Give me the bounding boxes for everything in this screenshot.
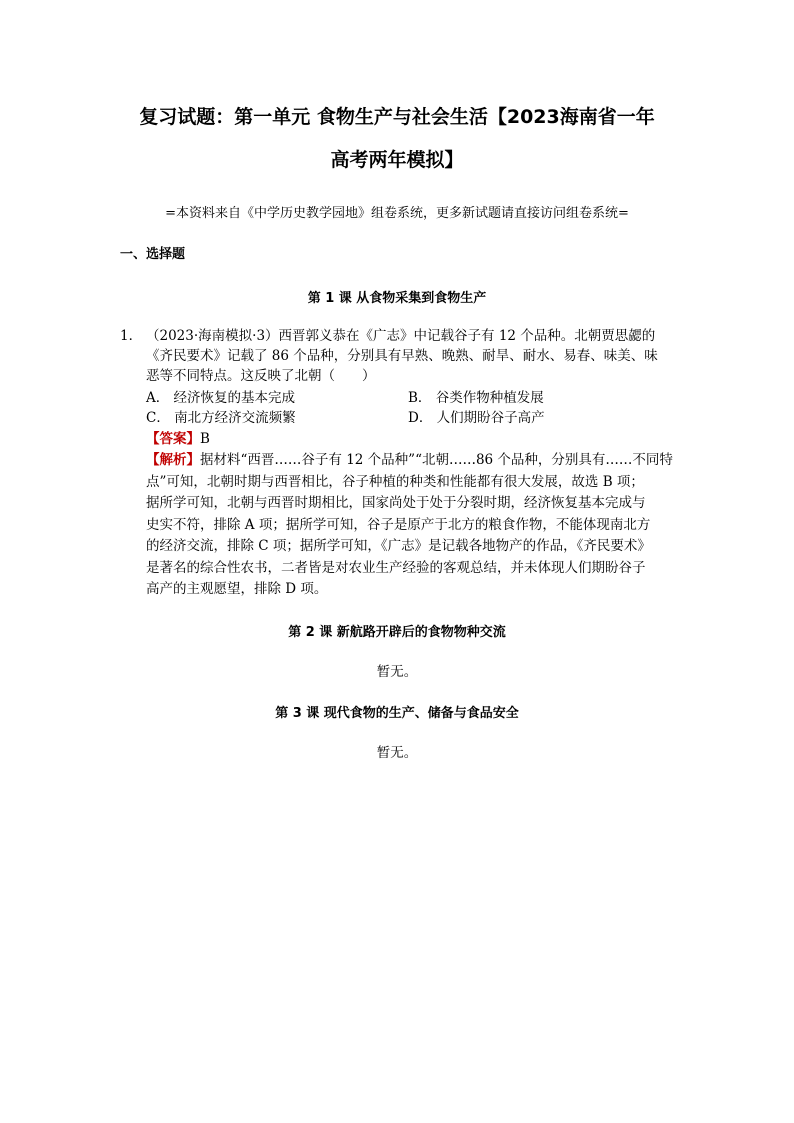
analysis-line6: 是著名的综合性农书，二者皆是对农业生产经验的客观总结，并未体现人们期盼谷子 [146, 559, 646, 576]
analysis [146, 450, 676, 601]
lesson-1-heading: 第 1 课 从食物采集到食物生产 [307, 291, 487, 306]
question-stem-line2: 《齐民要术》记载了 86 个品种，分别具有早熟、晚熟、耐旱、耐水、易春、味美、味 [146, 348, 658, 364]
lesson-2-none: 暂无。 [376, 664, 418, 680]
lesson-2-heading: 第 2 课 新航路开辟后的食物物种交流 [288, 625, 506, 640]
source-note: =本资料来自《中学历史教学园地》组卷系统，更多新试题请直接访问组卷系统= [165, 206, 629, 221]
question-number: 1． [120, 328, 143, 344]
analysis-line7: 高产的主观愿望，排除 D 项。 [146, 581, 328, 597]
document-title-line2: 高考两年模拟】 [330, 149, 464, 171]
question-stem-line1: （2023·海南模拟·3）西晋郭义恭在《广志》中记载谷子有 12 个品种。北朝贾思勰的 [146, 328, 656, 344]
analysis-line1: 据材料“西晋……谷子有 12 个品种”“北朝……86 个品种，分别具有……不同特 [200, 452, 673, 468]
options [146, 388, 686, 428]
option-a: A． 经济恢复的基本完成 [146, 390, 296, 406]
answer-label: 【答案】 [146, 431, 200, 447]
answer [146, 429, 210, 449]
option-d: D． 人们期盼谷子高产 [408, 410, 545, 426]
analysis-line3: 据所学可知，北朝与西晋时期相比，国家尚处于处于分裂时期，经济恢复基本完成与 [146, 495, 646, 511]
analysis-line5: 的经济交流，排除 C 项；据所学可知，《广志》是记载各地物产的作品，《齐民要术》 [146, 538, 651, 554]
section-heading: 一、选择题 [120, 247, 186, 262]
document-title-line1: 复习试题：第一单元 食物生产与社会生活【2023海南省一年 [139, 106, 655, 128]
lesson-3-none: 暂无。 [376, 745, 418, 761]
question-1 [120, 326, 680, 386]
answer-value: B [200, 431, 210, 447]
analysis-line2: 点”可知，北朝时期与西晋相比，谷子种植的种类和性能都有很大发展，故选 B 项； [146, 473, 644, 490]
analysis-line4: 史实不符，排除 A 项；据所学可知，谷子是原产于北方的粮食作物，不能体现南北方 [146, 516, 651, 533]
option-c: C． 南北方经济交流频繁 [146, 410, 296, 426]
question-stem-line3: 恶等不同特点。这反映了北朝（ ） [146, 368, 376, 384]
option-b: B． 谷类作物种植发展 [408, 390, 544, 406]
lesson-3-heading: 第 3 课 现代食物的生产、储备与食品安全 [275, 706, 519, 721]
analysis-label: 【解析】 [146, 452, 200, 468]
